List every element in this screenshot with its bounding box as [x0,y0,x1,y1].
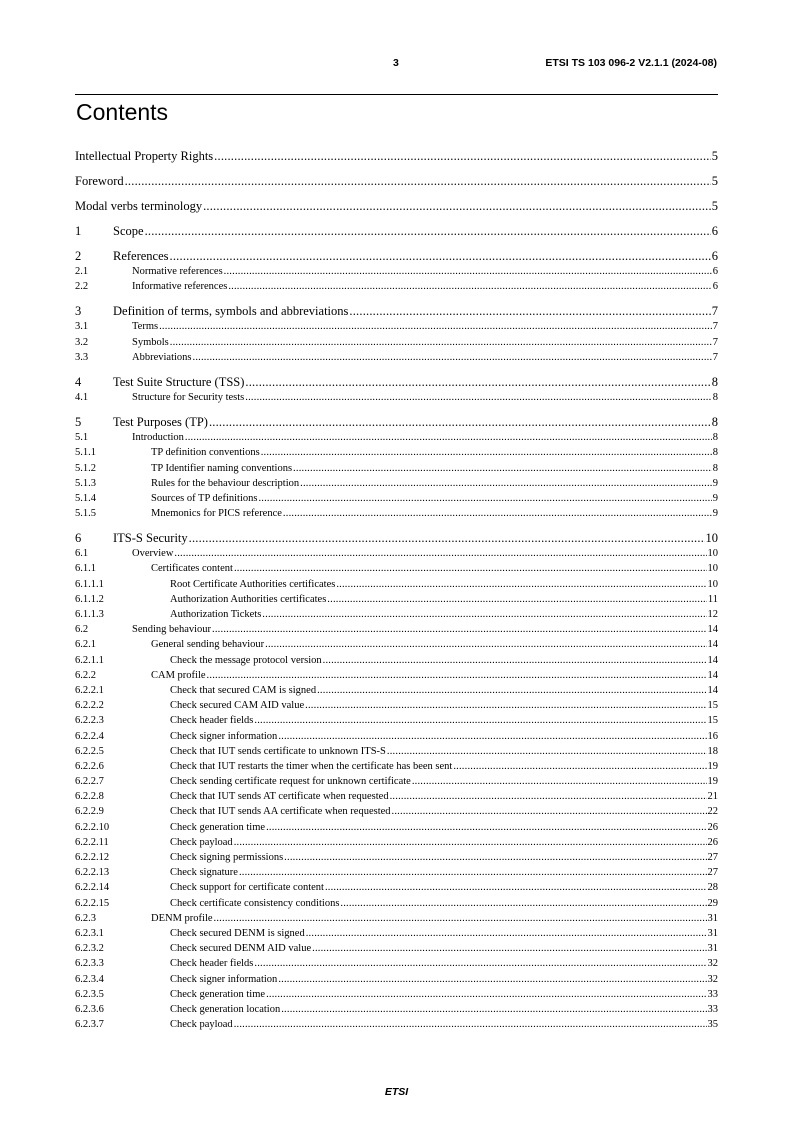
toc-entry[interactable] [75,911,718,926]
toc-entry-title: Check payload [170,1019,233,1031]
toc-entry[interactable] [75,865,718,880]
toc-entry-page: 6 [712,266,718,277]
toc-entry-number: 6.2.1 [75,639,96,651]
toc-entry[interactable] [75,390,718,405]
toc-entry[interactable] [75,956,718,971]
toc-entry-title: Check header fields [170,715,254,727]
toc-entry[interactable] [75,729,718,744]
toc-entry-title: Check that IUT sends AA certificate when requested [170,806,391,818]
document-id: ETSI TS 103 096-2 V2.1.1 (2024-08) [545,57,717,69]
toc-entry-page: 22 [707,806,718,818]
toc-entry-title: Test Suite Structure (TSS) [113,374,245,389]
toc-entry-title: Check that IUT sends AT certificate when requested [170,791,389,803]
toc-entry-number: 5.1.4 [75,492,96,504]
toc-entry-title: Check secured DENM is signed [170,927,305,939]
toc-entry-title: Check support for certificate content [170,882,324,894]
toc-dot-leader [159,319,712,334]
toc-entry-title: Informative references [132,281,228,293]
toc-dot-leader [193,350,712,365]
toc-entry-page: 9 [712,508,718,520]
toc-dot-leader [336,577,706,592]
toc-entry-title: Symbols [132,336,169,348]
toc-dot-leader [234,835,707,850]
toc-entry-page: 5 [711,149,718,163]
toc-entry-page: 35 [707,1019,718,1031]
toc-entry[interactable] [75,607,718,622]
toc-entry-page: 12 [707,609,718,620]
toc-entry[interactable] [75,789,718,804]
toc-dot-leader [174,546,706,561]
toc-dot-leader [239,865,707,880]
toc-entry-title: Terms [132,321,159,333]
toc-entry-page: 11 [707,593,718,605]
toc-entry-page: 14 [707,624,718,636]
toc-entry-page: 8 [711,415,718,430]
toc-dot-leader [214,911,707,926]
toc-dot-leader [245,390,711,405]
toc-entry-page: 27 [707,867,718,879]
toc-entry[interactable] [75,546,718,561]
toc-entry-page: 7 [712,351,718,363]
toc-dot-leader [170,335,712,350]
toc-entry-title: Abbreviations [132,351,192,363]
toc-entry-number: 5.1.1 [75,447,96,459]
toc-entry-page: 8 [712,462,718,474]
toc-entry-page: 15 [707,715,718,727]
toc-entry-title: Mnemonics for PICS reference [151,508,282,520]
toc-entry-page: 14 [707,654,718,666]
toc-dot-leader [325,880,707,895]
toc-entry[interactable] [75,637,718,652]
toc-entry[interactable] [75,414,718,430]
toc-dot-leader [387,744,707,759]
toc-entry-number: 6.2.2.8 [75,791,104,803]
toc-dot-leader [212,622,706,637]
toc-entry-title: CAM profile [151,669,206,681]
toc-entry[interactable] [75,506,718,521]
toc-entry-page: 10 [707,578,718,590]
toc-dot-leader [207,668,707,683]
toc-entry-number: 5.1.3 [75,477,96,489]
toc-entry-page: 9 [712,492,718,504]
toc-entry-title: Overview [132,548,174,560]
toc-entry[interactable] [75,173,718,189]
toc-entry[interactable] [75,264,718,279]
toc-entry-title: Check payload [170,836,233,848]
footer-etsi: ETSI [384,1086,409,1098]
toc-dot-leader [189,530,705,546]
toc-dot-leader [327,592,707,607]
toc-entry-number: 6.2.3.5 [75,988,104,1000]
toc-entry[interactable] [75,335,718,350]
toc-entry-number: 5.1.5 [75,508,96,520]
toc-entry[interactable] [75,804,718,819]
toc-dot-leader [209,414,711,430]
toc-entry-page: 8 [711,374,718,389]
toc-entry-number: 6.2.3.6 [75,1003,104,1015]
toc-entry-page: 27 [707,852,718,863]
toc-entry-page: 14 [707,684,718,696]
toc-dot-leader [266,987,706,1002]
toc-dot-leader [306,926,707,941]
toc-entry-number: 6.2.2.3 [75,715,104,727]
toc-dot-leader [245,374,710,390]
toc-dot-leader [340,896,706,911]
toc-entry-page: 33 [707,1003,718,1015]
toc-entry-page: 19 [707,760,718,772]
toc-entry-page: 8 [712,432,718,444]
toc-entry-title: Rules for the behaviour description [151,477,300,489]
toc-entry-number: 6.2.2 [75,669,96,681]
toc-entry-number: 6.2.2.2 [75,700,104,712]
toc-entry[interactable] [75,577,718,592]
toc-entry-page: 33 [707,988,718,1000]
toc-entry[interactable] [75,774,718,789]
toc-entry-title: Check generation time [170,988,266,1000]
toc-entry-number: 6.2.2.4 [75,730,104,742]
toc-dot-leader [390,789,707,804]
toc-entry[interactable] [75,698,718,713]
toc-entry-number: 6.2.3.3 [75,958,104,970]
toc-entry[interactable] [75,279,718,294]
toc-entry-page: 29 [707,897,718,909]
toc-entry[interactable] [75,350,718,365]
toc-entry[interactable] [75,198,718,214]
toc-entry-page: 5 [711,174,718,188]
toc-entry-page: 26 [707,836,718,848]
toc-entry[interactable] [75,1017,718,1032]
toc-entry-title: Scope [113,224,144,238]
toc-entry[interactable] [75,668,718,683]
toc-entry-title: Check signer information [170,730,278,742]
toc-entry-page: 21 [707,791,718,803]
toc-entry[interactable] [75,461,718,476]
toc-entry-page: 5 [711,199,718,213]
toc-entry[interactable] [75,972,718,987]
toc-entry-title: Certificates content [151,563,233,575]
toc-entry-page: 26 [707,821,718,833]
toc-dot-leader [145,223,711,239]
toc-dot-leader [305,698,706,713]
toc-dot-leader [125,173,711,189]
toc-entry[interactable] [75,530,718,546]
toc-dot-leader [312,941,706,956]
toc-entry[interactable] [75,850,718,865]
toc-entry-number: 5.1 [75,432,89,444]
header-rule [75,94,718,95]
toc-entry-title: Authorization Authorities certificates [170,593,327,605]
toc-entry[interactable] [75,148,718,164]
toc-dot-leader [283,506,712,521]
toc-entry[interactable] [75,987,718,1002]
toc-entry-title: Check secured DENM AID value [170,943,312,955]
toc-entry-title: Check certificate consistency conditions [170,897,340,909]
toc-entry-title: Introduction [132,432,184,444]
toc-dot-leader [224,264,712,279]
toc-dot-leader [262,607,706,622]
toc-entry-number: 6.2 [75,624,89,636]
toc-entry-title: Check signing permissions [170,852,284,863]
toc-dot-leader [234,561,707,576]
toc-entry[interactable] [75,653,718,668]
toc-entry-number: 6.2.2.6 [75,760,104,772]
toc-dot-leader [278,972,706,987]
toc-entry-number: 6.2.2.13 [75,867,110,879]
toc-entry-page: 7 [712,321,718,333]
toc-entry[interactable] [75,683,718,698]
toc-entry-page: 7 [711,304,718,319]
toc-dot-leader [349,303,710,319]
toc-entry-number: 6.2.2.11 [75,836,109,848]
toc-entry-title: Modal verbs terminology [75,199,203,213]
toc-entry-title: TP Identifier naming conventions [151,462,293,474]
toc-entry-number: 6.1.1.2 [75,593,104,605]
toc-entry[interactable] [75,759,718,774]
toc-entry-page: 31 [707,912,718,924]
toc-entry[interactable] [75,491,718,506]
toc-entry-title: Foreword [75,174,124,188]
toc-entry-page: 31 [707,927,718,939]
toc-dot-leader [281,1002,706,1017]
toc-entry[interactable] [75,622,718,637]
toc-entry-number: 6.1.1.1 [75,578,104,590]
toc-entry-title: Check sending certificate request for unknown certificate [170,776,411,788]
toc-entry-title: References [113,249,169,263]
toc-entry-number: 6.2.3 [75,912,96,924]
toc-entry[interactable] [75,430,718,445]
toc-entry-number: 6.2.2.15 [75,897,110,909]
toc-entry-page: 15 [707,700,718,712]
toc-entry-number: 6.2.3.1 [75,927,104,939]
toc-entry-title: ITS-S Security [113,531,188,546]
toc-entry-title: Check signer information [170,973,278,985]
toc-entry-page: 8 [712,391,718,403]
page-title: Contents [76,99,169,125]
toc-entry-page: 32 [707,958,718,970]
toc-entry-number: 6.2.2.1 [75,684,104,696]
toc-entry-number: 6.1.1 [75,563,96,575]
toc-entry-title: Check header fields [170,958,254,970]
toc-entry[interactable] [75,561,718,576]
toc-entry-title: Authorization Tickets [170,609,262,620]
toc-dot-leader [293,461,712,476]
toc-dot-leader [214,148,711,164]
toc-entry[interactable] [75,592,718,607]
toc-entry-title: Normative references [132,266,223,277]
toc-entry-title: Root Certificate Authorities certificates [170,578,336,590]
toc-entry-title: Check signature [170,867,238,879]
toc-entry-title: Check secured CAM AID value [170,700,305,712]
toc-entry-number: 3.2 [75,336,89,348]
toc-entry-number: 6.2.2.12 [75,852,110,863]
toc-entry-number: 6.2.2.7 [75,776,104,788]
toc-entry-title: Sources of TP definitions [151,492,258,504]
toc-entry[interactable] [75,835,718,850]
toc-dot-leader [300,476,712,491]
toc-entry-number: 6.2.2.5 [75,745,104,757]
toc-entry-number: 6.2.2.10 [75,821,110,833]
toc-dot-leader [234,1017,707,1032]
toc-entry[interactable] [75,896,718,911]
toc-entry-number: 5 [75,415,82,430]
toc-entry-number: 6.2.2.14 [75,882,110,894]
toc-dot-leader [278,729,706,744]
toc-entry[interactable] [75,319,718,334]
toc-entry[interactable] [75,880,718,895]
toc-dot-leader [265,637,706,652]
toc-entry-page: 32 [707,973,718,985]
toc-entry-page: 10 [707,563,718,575]
toc-entry-number: 3 [75,304,82,319]
toc-entry[interactable] [75,820,718,835]
toc-entry[interactable] [75,713,718,728]
toc-entry[interactable] [75,223,718,239]
toc-entry-page: 10 [705,531,718,546]
toc-entry-number: 4 [75,374,82,389]
toc-entry-title: DENM profile [151,912,213,924]
toc-entry-number: 3.3 [75,351,89,363]
toc-dot-leader [203,198,711,214]
toc-dot-leader [254,713,706,728]
toc-entry-number: 6.1.1.3 [75,609,104,620]
toc-entry-number: 6.1 [75,548,89,560]
toc-entry-page: 14 [707,669,718,681]
toc-entry-page: 31 [707,943,718,955]
toc-entry-page: 6 [711,224,718,238]
toc-entry-page: 9 [712,477,718,489]
toc-entry-number: 6.2.2.9 [75,806,104,818]
toc-entry-title: Check generation time [170,821,266,833]
toc-entry-number: 6.2.3.4 [75,973,104,985]
toc-dot-leader [392,804,707,819]
toc-entry-page: 18 [707,745,718,757]
toc-entry[interactable] [75,476,718,491]
toc-entry-number: 6.2.3.7 [75,1019,104,1031]
toc-entry-title: Check that secured CAM is signed [170,684,317,696]
toc-entry-number: 6.2.3.2 [75,943,104,955]
toc-dot-leader [323,653,707,668]
toc-entry[interactable] [75,926,718,941]
toc-entry-number: 6.2.1.1 [75,654,104,666]
toc-entry-title: Definition of terms, symbols and abbreviations [113,304,349,319]
toc-entry[interactable] [75,445,718,460]
toc-dot-leader [284,850,706,865]
toc-entry-page: 8 [712,447,718,459]
toc-dot-leader [170,248,711,264]
toc-entry-title: Sending behaviour [132,624,212,636]
toc-entry-page: 6 [712,281,718,293]
toc-entry-page: 10 [707,548,718,560]
page-number: 3 [393,57,399,69]
toc-entry-page: 7 [712,336,718,348]
toc-entry[interactable] [75,941,718,956]
toc-dot-leader [412,774,707,789]
toc-entry[interactable] [75,744,718,759]
toc-entry[interactable] [75,1002,718,1017]
toc-entry[interactable] [75,248,718,264]
toc-entry-page: 19 [707,776,718,788]
toc-entry-page: 14 [707,639,718,651]
toc-entry-title: General sending behaviour [151,639,265,651]
toc-dot-leader [258,491,711,506]
toc-entry-title: Structure for Security tests [132,391,245,403]
toc-entry-title: TP definition conventions [151,447,260,459]
toc-entry-title: Check that IUT sends certificate to unknown ITS-S [170,745,386,757]
toc-dot-leader [266,820,706,835]
toc-entry-number: 5.1.2 [75,462,96,474]
toc-entry-number: 4.1 [75,391,89,403]
toc-dot-leader [317,683,706,698]
toc-entry-title: Check that IUT restarts the timer when the certificate has been sent [170,760,453,772]
toc-entry-number: 2 [75,249,82,263]
toc-entry-page: 28 [707,882,718,894]
toc-entry-title: Check generation location [170,1003,281,1015]
toc-entry-title: Intellectual Property Rights [75,149,214,163]
toc-entry[interactable] [75,303,718,319]
toc-dot-leader [185,430,712,445]
toc-entry-page: 6 [711,249,718,263]
toc-entry-number: 2.1 [75,266,89,277]
toc-entry-number: 2.2 [75,281,89,293]
toc-entry-number: 6 [75,531,82,546]
toc-dot-leader [254,956,706,971]
toc-entry[interactable] [75,374,718,390]
toc-dot-leader [261,445,712,460]
toc-dot-leader [453,759,706,774]
table-of-contents [75,148,718,1032]
toc-entry-title: Check the message protocol version [170,654,322,666]
toc-entry-number: 3.1 [75,321,89,333]
toc-entry-page: 16 [707,730,718,742]
toc-dot-leader [228,279,711,294]
toc-entry-title: Test Purposes (TP) [113,415,208,430]
toc-entry-number: 1 [75,224,82,238]
